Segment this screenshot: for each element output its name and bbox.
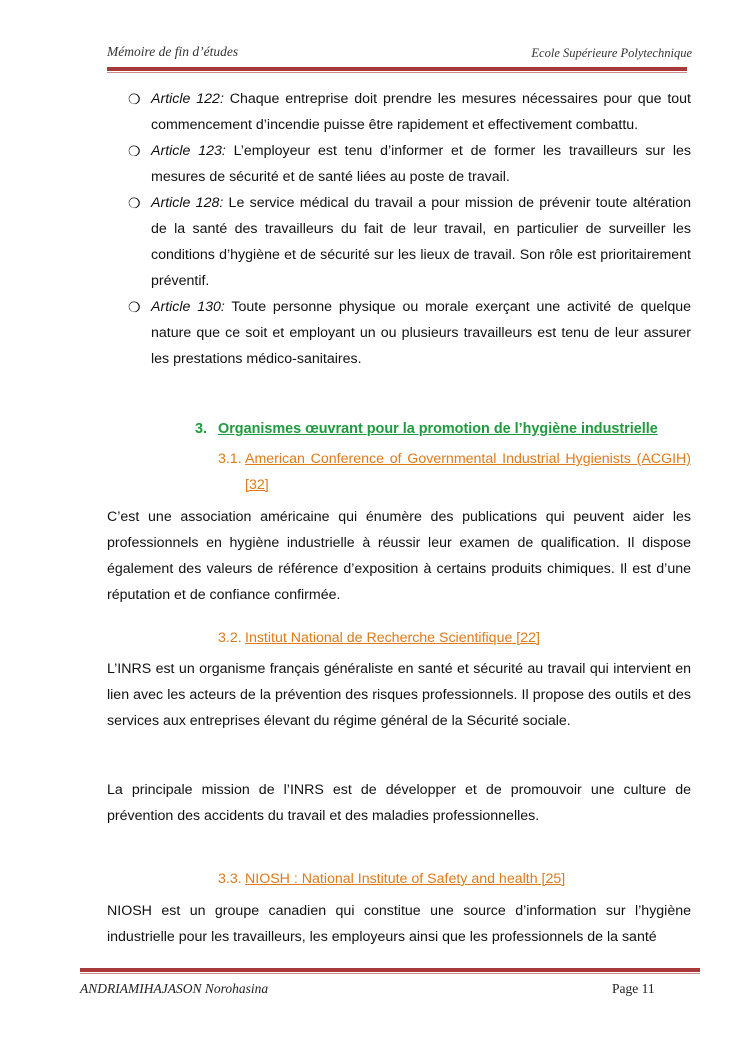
circle-bullet-icon: ❍: [128, 299, 141, 315]
footer-rule-thin: [80, 973, 700, 974]
subsection-number: 3.1.: [218, 451, 242, 467]
circle-bullet-icon: ❍: [128, 195, 141, 211]
section-heading-3: [195, 421, 658, 437]
subsection-number: 3.2.: [218, 630, 242, 646]
header-rule: [107, 67, 687, 71]
circle-bullet-icon: ❍: [128, 143, 141, 159]
section-title: Organismes œuvrant pour la promotion de l’hygiène industrielle: [218, 421, 658, 437]
paragraph-niosh: NIOSH est un groupe canadien qui constitue une source d’information sur l’hygiène industrielle pour les travailleurs, les employeurs ainsi que les professionnels de la santé: [107, 903, 691, 945]
subsection-title: American Conference of Governmental Industrial Hygienists (ACGIH) [32]: [245, 451, 691, 493]
article-label: Article 128:: [151, 195, 224, 211]
header-school-name: Ecole Supérieure Polytechnique: [531, 46, 692, 60]
article-label: Article 130:: [151, 299, 225, 315]
header-document-title: Mémoire de fin d’études: [107, 44, 239, 59]
article-list: [128, 86, 691, 372]
article-label: Article 122:: [151, 91, 224, 107]
subsection-heading-3-3: [218, 866, 691, 892]
header-rule-thin: [107, 72, 687, 73]
section-number: 3.: [195, 421, 208, 437]
subsection-heading-3-1: [218, 446, 691, 498]
paragraph-acgih: C’est une association américaine qui énumère des publications qui peuvent aider les professionnels en hygiène industrielle à réussir leur examen de qualification. Il dispose également des valeurs de référence d’exposition à certains produits chimiques. Il est d’une réputation et de confiance confirmée.: [107, 509, 691, 603]
subsection-heading-3-2: [218, 625, 691, 651]
subsection-title: NIOSH : National Institute of Safety and health [25]: [245, 871, 566, 887]
subsection-title: Institut National de Recherche Scientifique [22]: [245, 630, 540, 646]
list-item: [128, 138, 691, 190]
article-text: Chaque entreprise doit prendre les mesures nécessaires pour que tout commencement d’incendie puisse être rapidement et effectivement combattu.: [151, 91, 691, 133]
list-item: [128, 294, 691, 372]
article-text: L’employeur est tenu d’informer et de former les travailleurs sur les mesures de sécurité et de santé liées au poste de travail.: [151, 143, 691, 185]
page-number: Page 11: [612, 981, 655, 996]
list-item: [128, 86, 691, 138]
article-text: Toute personne physique ou morale exerçant une activité de quelque nature que ce soit et employant un ou plusieurs travailleurs est tenu de leur assurer les prestations médico-sanitaires.: [151, 299, 691, 367]
footer-author: ANDRIAMIHAJASON Norohasina: [80, 981, 269, 996]
list-item: [128, 190, 691, 294]
paragraph-inrs-1: L’INRS est un organisme français généraliste en santé et sécurité au travail qui intervient en lien avec les acteurs de la prévention des risques professionnels. Il propose des outils et des services aux entreprises élevant du régime général de la Sécurité sociale.: [107, 661, 691, 729]
paragraph-inrs-2: La principale mission de l’INRS est de développer et de promouvoir une culture de prévention des accidents du travail et des maladies professionnelles.: [107, 782, 691, 824]
article-text: Le service médical du travail a pour mission de prévenir toute altération de la santé des travailleurs du fait de leur travail, en particulier de surveiller les conditions d’hygiène et de sécurité sur les lieux de travail. Son rôle est prioritairement préventif.: [151, 195, 691, 289]
circle-bullet-icon: ❍: [128, 91, 141, 107]
footer-rule: [80, 968, 700, 972]
article-label: Article 123:: [151, 143, 226, 159]
subsection-number: 3.3.: [218, 871, 242, 887]
